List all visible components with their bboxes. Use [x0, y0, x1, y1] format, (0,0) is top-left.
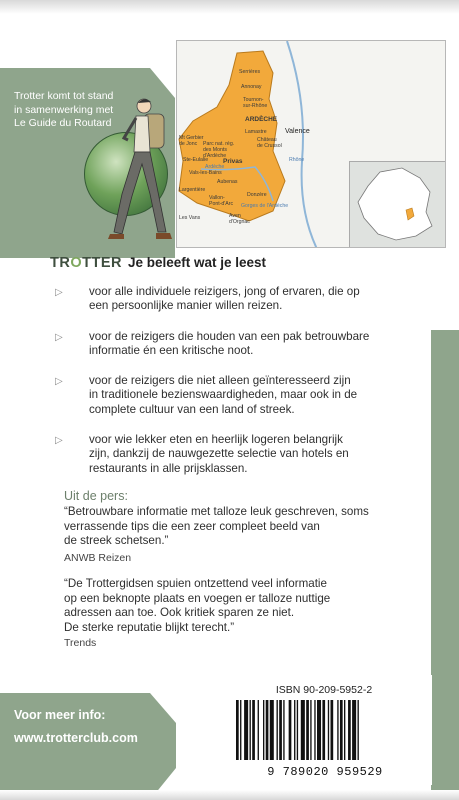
- feature-list: [55, 285, 425, 492]
- triangle-bullet-icon: ▷: [55, 331, 63, 343]
- website-link[interactable]: www.trotterclub.com: [14, 731, 138, 745]
- barcode-bar: [328, 700, 329, 760]
- svg-text:de Jonc: de Jonc: [179, 141, 198, 147]
- svg-text:Ste-Eulalie: Ste-Eulalie: [183, 157, 209, 163]
- barcode-bar: [310, 700, 311, 760]
- barcode-bar: [240, 700, 241, 760]
- barcode-bar: [236, 700, 239, 760]
- svg-text:des Monts: des Monts: [203, 147, 227, 153]
- barcode-bar: [263, 700, 264, 760]
- barcode-bar: [348, 700, 351, 760]
- svg-text:Château: Château: [257, 137, 277, 143]
- svg-text:Ardèche: Ardèche: [205, 164, 225, 170]
- press-source-trends: Trends: [64, 637, 97, 649]
- svg-text:Vallon-: Vallon-: [209, 195, 225, 201]
- press-quote-anwb: “Betrouwbare informatie met talloze leuk geschreven, soms verrassende tips die een zeer compleet beeld van de streek schetsen.”: [64, 505, 369, 547]
- barcode-bar: [289, 700, 292, 760]
- svg-text:Serrières: Serrières: [239, 69, 261, 75]
- svg-text:d'Ardèche: d'Ardèche: [203, 153, 227, 159]
- svg-text:Privas: Privas: [223, 158, 243, 165]
- barcode-bar: [314, 700, 315, 760]
- more-info-label: Voor meer info:: [14, 708, 106, 722]
- barcode-bars: [236, 700, 418, 760]
- barcode-bar: [358, 700, 359, 760]
- svg-text:Annonay: Annonay: [241, 84, 262, 90]
- banner-line-2: in samenwerking met: [14, 103, 114, 116]
- barcode-bar: [306, 700, 309, 760]
- svg-text:Valence: Valence: [285, 128, 310, 135]
- svg-text:Les Vans: Les Vans: [179, 215, 201, 221]
- trotter-logo: TROTTER: [50, 255, 122, 271]
- triangle-bullet-icon: ▷: [55, 435, 63, 447]
- france-inset-map: [349, 161, 445, 247]
- barcode-bar: [337, 700, 338, 760]
- triangle-bullet-icon: ▷: [55, 376, 63, 388]
- barcode-number: 9 789020 959529: [267, 765, 383, 779]
- barcode-bar: [279, 700, 282, 760]
- svg-text:Vals-les-Bains: Vals-les-Bains: [189, 170, 222, 176]
- svg-text:Aubenas: Aubenas: [217, 179, 238, 185]
- right-side-band: [431, 330, 459, 800]
- svg-text:d'Orgnac: d'Orgnac: [229, 219, 250, 225]
- svg-text:Rhône: Rhône: [289, 157, 305, 163]
- svg-text:Lamastre: Lamastre: [245, 129, 267, 135]
- barcode-bar: [266, 700, 269, 760]
- barcode-bar: [317, 700, 321, 760]
- top-edge-shadow: [0, 0, 459, 14]
- list-item: ▷ voor alle individuele reizigers, jong of ervaren, die op een persoonlijke manier willen reizen.: [55, 285, 360, 313]
- banner-line-1: Trotter komt tot stand: [14, 90, 114, 102]
- svg-text:sur-Rhône: sur-Rhône: [243, 103, 268, 109]
- svg-text:Largentière: Largentière: [179, 187, 206, 193]
- barcode-bar: [344, 700, 345, 760]
- barcode-bar: [340, 700, 343, 760]
- press-source-anwb: ANWB Reizen: [64, 552, 132, 564]
- bottom-edge-shadow: [0, 790, 459, 800]
- barcode-bar: [294, 700, 295, 760]
- barcode-bar: [250, 700, 251, 760]
- barcode-bar: [352, 700, 356, 760]
- barcode-bar: [270, 700, 274, 760]
- press-heading: Uit de pers:: [64, 489, 128, 503]
- barcode-bar: [322, 700, 325, 760]
- svg-text:Pont-d'Arc: Pont-d'Arc: [209, 201, 234, 207]
- isbn-number: ISBN 90-209-5952-2: [275, 684, 373, 696]
- barcode-bar: [258, 700, 259, 760]
- barcode-bar: [301, 700, 305, 760]
- barcode-bar: [244, 700, 248, 760]
- barcode-bar: [331, 700, 334, 760]
- barcode-bar: [277, 700, 278, 760]
- region-map: [176, 40, 446, 248]
- barcode-bar: [283, 700, 284, 760]
- svg-text:Tournon-: Tournon-: [243, 97, 264, 103]
- triangle-bullet-icon: ▷: [55, 287, 63, 298]
- svg-text:Parc nat. rég.: Parc nat. rég.: [203, 141, 235, 147]
- tagline: Je beleeft wat je leest: [127, 255, 267, 270]
- list-item: ▷ voor de reizigers die houden van een pak betrouwbare informatie én een kritische noot.: [55, 329, 370, 357]
- trotter-slogan: [50, 255, 266, 275]
- list-item: ▷ voor wie lekker eten en heerlijk logeren belangrijk zijn, dankzij de nauwgezette selectie van hotels en restaurants in alle prijsklassen.: [55, 433, 349, 475]
- banner-line-3: Le Guide du Routard: [14, 117, 112, 129]
- svg-text:Gorges de l'Ardèche: Gorges de l'Ardèche: [241, 203, 289, 209]
- list-item: ▷ voor de reizigers die niet alleen geïnteresseerd zijn in traditionele bezienswaardigheden, maar ook in de complete cultuur van een land of streek.: [55, 374, 358, 416]
- backpacker-illustration: [100, 94, 180, 244]
- svg-text:ARDÈCHE: ARDÈCHE: [245, 116, 278, 123]
- svg-text:Aven: Aven: [229, 213, 241, 219]
- svg-text:de Crussol: de Crussol: [257, 143, 282, 149]
- barcode-bar: [252, 700, 255, 760]
- svg-text:Mt Gerbier: Mt Gerbier: [179, 135, 204, 141]
- barcode-bar: [297, 700, 298, 760]
- svg-text:Donzère: Donzère: [247, 192, 267, 198]
- press-quote-trends: “De Trottergidsen spuien ontzettend veel informatie op een beknopte plaats en voegen er talloze nuttige adressen aan toe. Ook kritiek sparen ze niet. De sterke reputatie blijkt terecht.”: [64, 577, 331, 634]
